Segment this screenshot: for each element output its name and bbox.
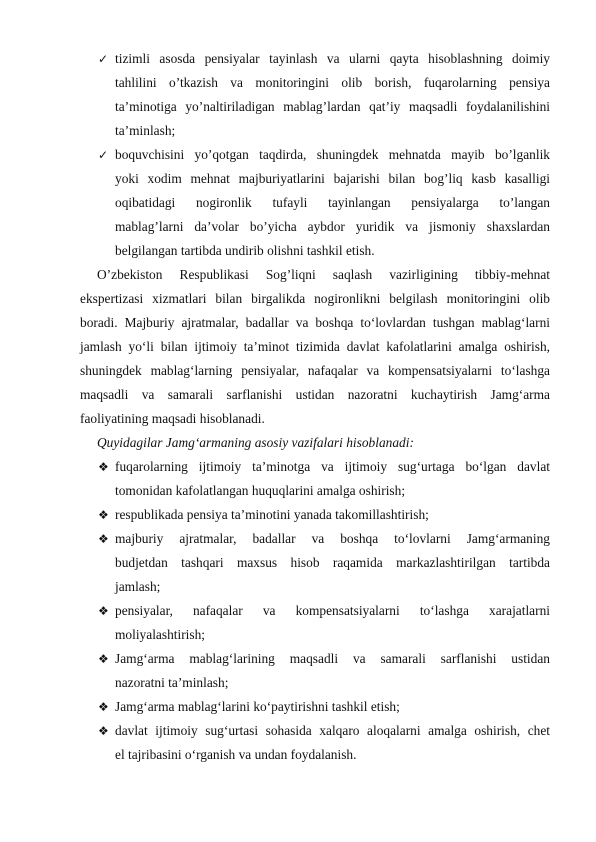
list-item-line: Jamg‘arma mablag‘larining maqsadli va samarali sarflanishi ustidan xyxy=(115,651,550,666)
list-item-line: oqibatidagi nogironlik tufayli tayinlangan pensiyalarga to’langan xyxy=(115,195,550,210)
list-item-line: moliyalashtirish; xyxy=(115,627,206,642)
list-item-line: ta’minlash; xyxy=(115,123,176,138)
list-item-line: tizimli asosda pensiyalar tayinlash va ularni qayta hisoblashning doimiy xyxy=(115,51,550,66)
list-item-line: majburiy ajratmalar, badallar va boshqa to‘lovlarni Jamg‘armaning xyxy=(115,531,550,546)
list-item-line: Jamg‘arma mablag‘larini ko‘paytirishni tashkil etish; xyxy=(115,699,400,714)
four-diamond-bullet-icon: ❖ xyxy=(98,652,109,666)
list-item-line: budjetdan tashqari maxsus hisob raqamida markazlashtirilgan tartibda xyxy=(115,555,550,570)
section-subheading: Quyidagilar Jamg‘armaning asosiy vazifalari hisoblanadi: xyxy=(97,435,414,450)
list-item-line: el tajribasini o‘rganish va undan foydalanish. xyxy=(115,747,357,762)
list-item-line: jamlash; xyxy=(115,579,161,594)
four-diamond-bullet-icon: ❖ xyxy=(98,700,109,714)
list-item-line: davlat ijtimoiy sug‘urtasi sohasida xalqaro aloqalarni amalga oshirish, chet xyxy=(115,723,550,738)
list-item-line: tomonidan kafolatlangan huquqlarini amalga oshirish; xyxy=(115,483,406,498)
list-item-line: ta’minotiga yo’naltiriladigan mablag’lardan qat’iy maqsadli foydalanilishini xyxy=(115,99,550,114)
four-diamond-bullet-icon: ❖ xyxy=(98,460,109,474)
list-item-line: respublikada pensiya ta’minotini yanada takomillashtirish; xyxy=(115,507,429,522)
paragraph-line: maqsadli va samarali sarflanishi ustidan nazoratni kuchaytirish Jamg‘arma xyxy=(80,387,550,402)
four-diamond-bullet-icon: ❖ xyxy=(98,508,109,522)
paragraph-line: faoliyatining maqsadi hisoblanadi. xyxy=(80,411,265,426)
paragraph-line: ekspertizasi xizmatlari bilan birgalikda nogironlikni belgilash monitoringini olib xyxy=(80,291,550,306)
check-mark-icon: ✓ xyxy=(98,52,109,66)
list-item-line: belgilangan tartibda undirib olishni tashkil etish. xyxy=(115,243,375,258)
list-item-line: boquvchisini yo’qotgan taqdirda, shuningdek mehnatda mayib bo’lganlik xyxy=(115,147,550,162)
four-diamond-bullet-icon: ❖ xyxy=(98,604,109,618)
four-diamond-bullet-icon: ❖ xyxy=(98,724,109,738)
list-item-line: mablag’larni da’volar bo’yicha aybdor yuridik va jismoniy shaxslardan xyxy=(115,219,550,234)
paragraph-line: jamlash yo‘li bilan ijtimoiy ta’minot tizimida davlat kafolatlarini amalga oshirish, xyxy=(80,339,550,354)
four-diamond-bullet-icon: ❖ xyxy=(98,532,109,546)
paragraph-line: boradi. Majburiy ajratmalar, badallar va boshqa to‘lovlardan tushgan mablag‘larni xyxy=(80,315,550,330)
list-item-line: tahlilini o’tkazish va monitoringini olib borish, fuqarolarning pensiya xyxy=(115,75,550,90)
paragraph-line: shuningdek mablag‘larning pensiyalar, nafaqalar va kompensatsiyalarni to‘lashga xyxy=(80,363,550,378)
paragraph-line: O’zbekiston Respublikasi Sog’liqni saqlash vazirligining tibbiy-mehnat xyxy=(97,267,550,282)
list-item-line: pensiyalar, nafaqalar va kompensatsiyalarni to‘lashga xarajatlarni xyxy=(115,603,550,618)
list-item-line: fuqarolarning ijtimoiy ta’minotga va ijtimoiy sug‘urtaga bo‘lgan davlat xyxy=(115,459,550,474)
list-item-line: yoki xodim mehnat majburiyatlarini bajarishi bilan bog’liq kasb kasalligi xyxy=(115,171,550,186)
list-item-line: nazoratni ta’minlash; xyxy=(115,675,229,690)
check-mark-icon: ✓ xyxy=(98,148,109,162)
